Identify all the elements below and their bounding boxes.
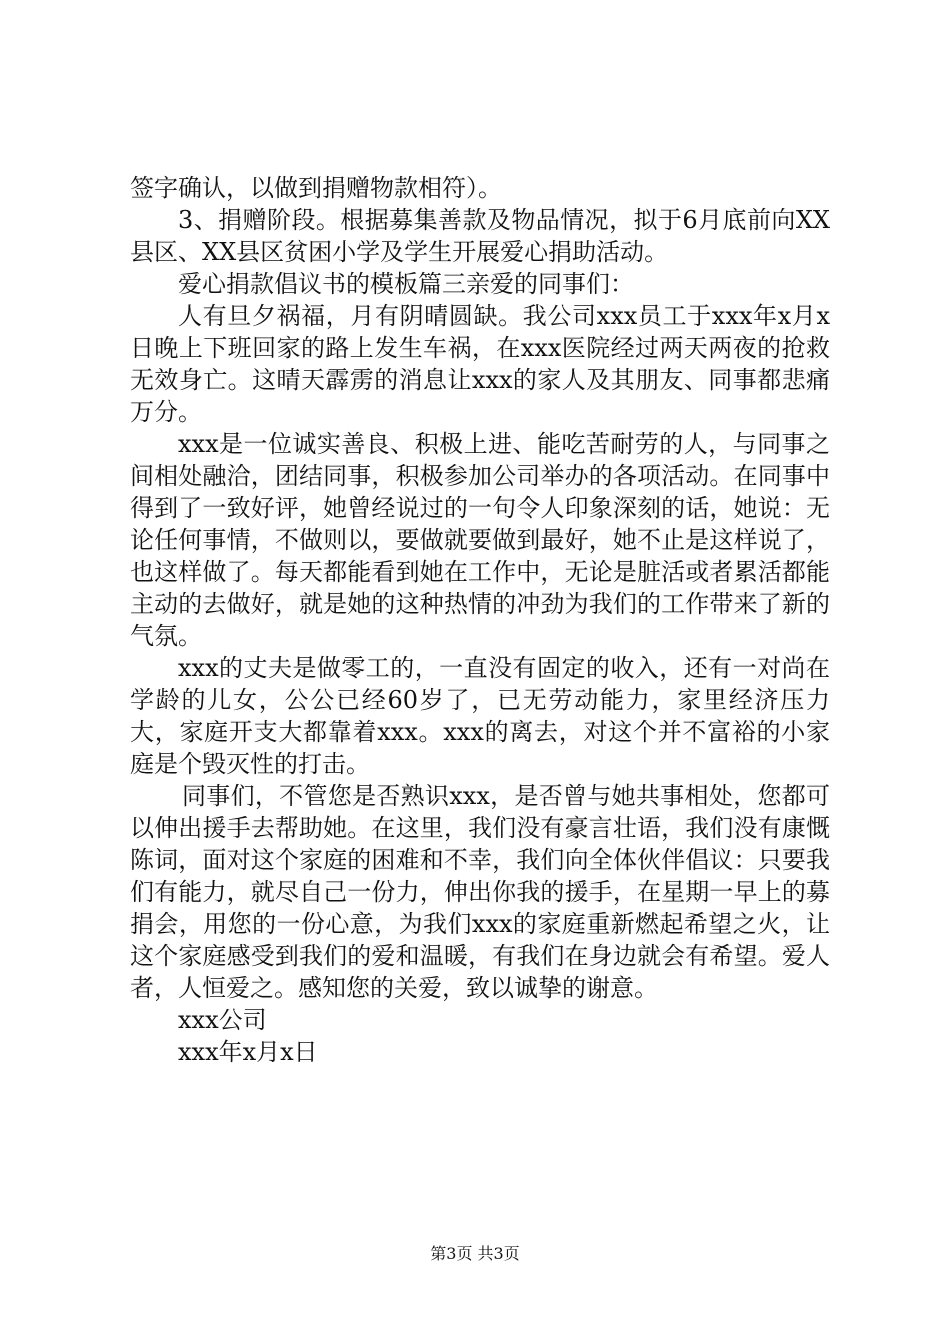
signature-date: xxx年x月x日 [178,1038,318,1066]
paragraph-accident: 人有旦夕祸福，月有阴晴圆缺。我公司xxx员工于xxx年x月x日晚上下班回家的路上发生车祸，在xxx医院经过两天两夜的抢救无效身亡。这晴天霹雳的消息让xxx的家人及其朋友、同事都悲痛万分。 [130,302,830,426]
paragraph-character: xxx是一位诚实善良、积极上进、能吃苦耐劳的人，与同事之间相处融洽，团结同事，积极参加公司举办的各项活动。在同事中得到了一致好评，她曾经说过的一句令人印象深刻的话，她说：无论任何事情，不做则以，要做就要做到最好，她不止是这样说了，也这样做了。每天都能看到她在工作中，无论是脏活或者累活都能主动的去做好，就是她的这种热情的冲劲为我们的工作带来了新的气氛。 [130,430,830,650]
paragraph-donation-stage: 3、捐赠阶段。根据募集善款及物品情况，拟于6月底前向XX县区、XX县区贫困小学及学生开展爱心捐助活动。 [130,206,830,266]
signature-company: xxx公司 [178,1006,267,1034]
paragraph-continuation: 签字确认，以做到捐赠物款相符）。 [130,174,502,202]
paragraph-family: xxx的丈夫是做零工的，一直没有固定的收入，还有一对尚在学龄的儿女，公公已经60岁了，已无劳动能力，家里经济压力大，家庭开支大都靠着xxx。xxx的离去，对这个并不富裕的小家庭是个毁灭性的打击。 [130,654,830,778]
page-footer: 第3页 共3页 [430,1244,520,1263]
paragraph-appeal: 同事们，不管您是否熟识xxx，是否曾与她共事相处，您都可以伸出援手去帮助她。在这里，我们没有豪言壮语，我们没有康慨陈词，面对这个家庭的困难和不幸，我们向全体伙伴倡议：只要我们有能力，就尽自己一份力，伸出你我的援手，在星期一早上的募捐会，用您的一份心意，为我们xxx的家庭重新燃起希望之火，让这个家庭感受到我们的爱和温暖，有我们在身边就会有希望。爱人者，人恒爱之。感知您的关爱，致以诚挚的谢意。 [130,782,830,1002]
document-body [130,172,830,1068]
paragraph-template-heading: 爱心捐款倡议书的模板篇三亲爱的同事们： [178,270,634,298]
